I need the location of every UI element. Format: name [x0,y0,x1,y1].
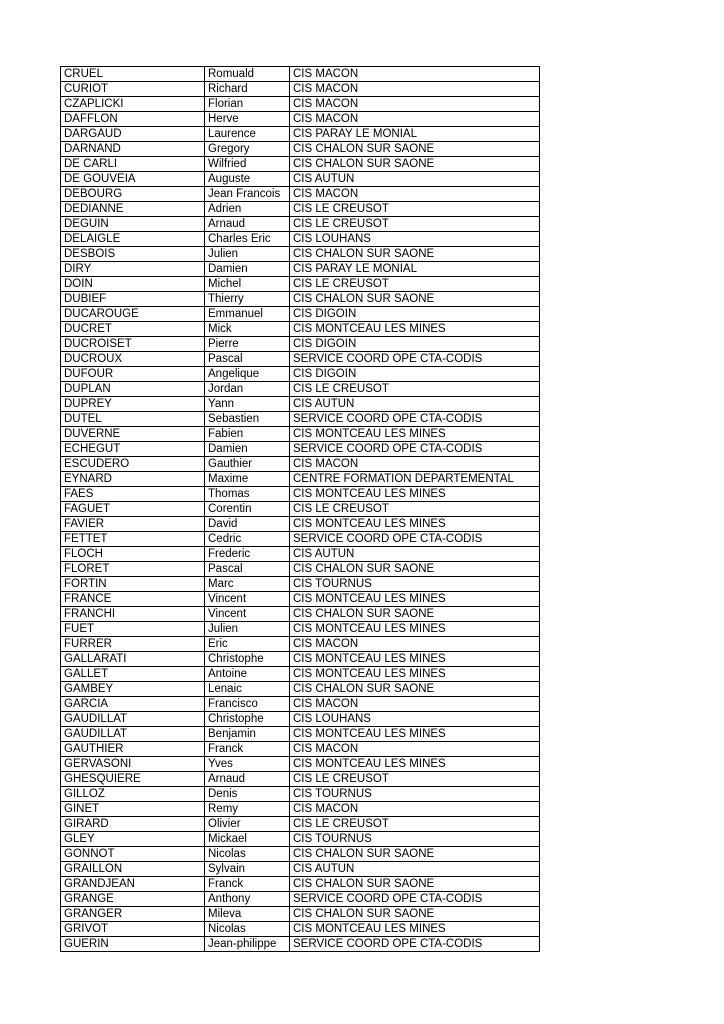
first-name-cell: Florian [205,97,290,112]
table-row [61,427,540,442]
first-name-cell: Nicolas [205,922,290,937]
last-name-cell: FUET [61,622,205,637]
unit-cell: SERVICE COORD OPE CTA-CODIS [290,892,540,907]
last-name-cell: DEBOURG [61,187,205,202]
last-name-cell: DEDIANNE [61,202,205,217]
table-row [61,412,540,427]
last-name-cell: GIRARD [61,817,205,832]
first-name-cell: Yves [205,757,290,772]
first-name-cell: Mileva [205,907,290,922]
unit-cell: CENTRE FORMATION DEPARTEMENTAL [290,472,540,487]
first-name-cell: Mickael [205,832,290,847]
last-name-cell: FAVIER [61,517,205,532]
table-row [61,397,540,412]
table-row [61,607,540,622]
first-name-cell: Julien [205,247,290,262]
unit-cell: CIS MACON [290,82,540,97]
first-name-cell: Christophe [205,712,290,727]
last-name-cell: EYNARD [61,472,205,487]
first-name-cell: Pascal [205,562,290,577]
first-name-cell: Arnaud [205,772,290,787]
first-name-cell: David [205,517,290,532]
last-name-cell: DUCAROUGE [61,307,205,322]
unit-cell: SERVICE COORD OPE CTA-CODIS [290,937,540,952]
last-name-cell: GUERIN [61,937,205,952]
first-name-cell: Olivier [205,817,290,832]
last-name-cell: GRANGE [61,892,205,907]
last-name-cell: DUFOUR [61,367,205,382]
unit-cell: CIS MONTCEAU LES MINES [290,757,540,772]
table-row [61,307,540,322]
table-row [61,577,540,592]
last-name-cell: GONNOT [61,847,205,862]
unit-cell: CIS DIGOIN [290,337,540,352]
last-name-cell: DE CARLI [61,157,205,172]
table-row [61,157,540,172]
last-name-cell: GAMBEY [61,682,205,697]
first-name-cell: Corentin [205,502,290,517]
unit-cell: CIS TOURNUS [290,577,540,592]
last-name-cell: CURIOT [61,82,205,97]
table-row [61,517,540,532]
first-name-cell: Adrien [205,202,290,217]
table-row [61,382,540,397]
table-row [61,922,540,937]
first-name-cell: Charles Eric [205,232,290,247]
table-row [61,832,540,847]
unit-cell: CIS MACON [290,112,540,127]
last-name-cell: GRANGER [61,907,205,922]
table-row [61,82,540,97]
unit-cell: CIS LE CREUSOT [290,382,540,397]
last-name-cell: GRIVOT [61,922,205,937]
table-row [61,892,540,907]
unit-cell: CIS PARAY LE MONIAL [290,262,540,277]
table-row [61,232,540,247]
last-name-cell: GALLET [61,667,205,682]
table-row [61,937,540,952]
last-name-cell: GAUTHIER [61,742,205,757]
last-name-cell: GERVASONI [61,757,205,772]
first-name-cell: Frederic [205,547,290,562]
unit-cell: CIS MACON [290,697,540,712]
last-name-cell: CZAPLICKI [61,97,205,112]
table-row [61,547,540,562]
table-row [61,592,540,607]
table-row [61,667,540,682]
unit-cell: CIS DIGOIN [290,307,540,322]
table-row [61,352,540,367]
unit-cell: CIS LE CREUSOT [290,817,540,832]
unit-cell: CIS MONTCEAU LES MINES [290,517,540,532]
last-name-cell: DUCROISET [61,337,205,352]
last-name-cell: FAES [61,487,205,502]
last-name-cell: DAFFLON [61,112,205,127]
first-name-cell: Thierry [205,292,290,307]
unit-cell: CIS MONTCEAU LES MINES [290,667,540,682]
first-name-cell: Julien [205,622,290,637]
unit-cell: CIS TOURNUS [290,787,540,802]
unit-cell: CIS CHALON SUR SAONE [290,562,540,577]
table-row [61,322,540,337]
first-name-cell: Benjamin [205,727,290,742]
table-row [61,97,540,112]
table-row [61,292,540,307]
last-name-cell: DUPREY [61,397,205,412]
first-name-cell: Wilfried [205,157,290,172]
unit-cell: CIS LE CREUSOT [290,502,540,517]
first-name-cell: Franck [205,742,290,757]
unit-cell: CIS AUTUN [290,862,540,877]
table-row [61,712,540,727]
unit-cell: CIS MACON [290,637,540,652]
table-row [61,622,540,637]
table-row [61,697,540,712]
unit-cell: SERVICE COORD OPE CTA-CODIS [290,352,540,367]
table-row [61,727,540,742]
first-name-cell: Emmanuel [205,307,290,322]
first-name-cell: Auguste [205,172,290,187]
first-name-cell: Jean Francois [205,187,290,202]
unit-cell: CIS CHALON SUR SAONE [290,847,540,862]
last-name-cell: GILLOZ [61,787,205,802]
table-row [61,487,540,502]
unit-cell: CIS CHALON SUR SAONE [290,157,540,172]
unit-cell: CIS LOUHANS [290,232,540,247]
first-name-cell: Yann [205,397,290,412]
first-name-cell: Franck [205,877,290,892]
last-name-cell: GHESQUIERE [61,772,205,787]
first-name-cell: Nicolas [205,847,290,862]
unit-cell: CIS CHALON SUR SAONE [290,247,540,262]
last-name-cell: GLEY [61,832,205,847]
first-name-cell: Remy [205,802,290,817]
unit-cell: CIS DIGOIN [290,367,540,382]
first-name-cell: Cedric [205,532,290,547]
table-row [61,847,540,862]
unit-cell: CIS MONTCEAU LES MINES [290,592,540,607]
table-row [61,862,540,877]
unit-cell: CIS CHALON SUR SAONE [290,877,540,892]
first-name-cell: Antoine [205,667,290,682]
last-name-cell: CRUEL [61,67,205,82]
last-name-cell: GRAILLON [61,862,205,877]
last-name-cell: FAGUET [61,502,205,517]
first-name-cell: Damien [205,442,290,457]
last-name-cell: ECHEGUT [61,442,205,457]
last-name-cell: DUCROUX [61,352,205,367]
roster-table [60,66,540,952]
first-name-cell: Gauthier [205,457,290,472]
first-name-cell: Christophe [205,652,290,667]
unit-cell: CIS MACON [290,457,540,472]
first-name-cell: Pierre [205,337,290,352]
last-name-cell: GRANDJEAN [61,877,205,892]
last-name-cell: GINET [61,802,205,817]
last-name-cell: DUVERNE [61,427,205,442]
first-name-cell: Arnaud [205,217,290,232]
first-name-cell: Sylvain [205,862,290,877]
first-name-cell: Angelique [205,367,290,382]
first-name-cell: Vincent [205,592,290,607]
last-name-cell: DUBIEF [61,292,205,307]
first-name-cell: Jordan [205,382,290,397]
table-row [61,367,540,382]
first-name-cell: Herve [205,112,290,127]
table-row [61,172,540,187]
last-name-cell: DEGUIN [61,217,205,232]
table-row [61,802,540,817]
unit-cell: CIS MONTCEAU LES MINES [290,322,540,337]
unit-cell: CIS MONTCEAU LES MINES [290,487,540,502]
unit-cell: CIS LOUHANS [290,712,540,727]
last-name-cell: GAUDILLAT [61,727,205,742]
table-row [61,787,540,802]
last-name-cell: DELAIGLE [61,232,205,247]
unit-cell: CIS PARAY LE MONIAL [290,127,540,142]
table-row [61,277,540,292]
roster-body [61,67,540,952]
first-name-cell: Michel [205,277,290,292]
last-name-cell: DUPLAN [61,382,205,397]
table-row [61,127,540,142]
last-name-cell: DARNAND [61,142,205,157]
unit-cell: CIS MONTCEAU LES MINES [290,652,540,667]
unit-cell: CIS LE CREUSOT [290,772,540,787]
unit-cell: CIS MACON [290,802,540,817]
table-row [61,877,540,892]
table-row [61,67,540,82]
table-row [61,247,540,262]
table-row [61,562,540,577]
unit-cell: CIS TOURNUS [290,832,540,847]
unit-cell: CIS CHALON SUR SAONE [290,142,540,157]
table-row [61,817,540,832]
first-name-cell: Sebastien [205,412,290,427]
table-row [61,502,540,517]
last-name-cell: FLORET [61,562,205,577]
table-row [61,142,540,157]
unit-cell: SERVICE COORD OPE CTA-CODIS [290,412,540,427]
first-name-cell: Maxime [205,472,290,487]
table-row [61,532,540,547]
first-name-cell: Thomas [205,487,290,502]
last-name-cell: DUCRET [61,322,205,337]
last-name-cell: DE GOUVEIA [61,172,205,187]
table-row [61,637,540,652]
last-name-cell: DUTEL [61,412,205,427]
first-name-cell: Romuald [205,67,290,82]
last-name-cell: GARCIA [61,697,205,712]
unit-cell: CIS MACON [290,97,540,112]
last-name-cell: DARGAUD [61,127,205,142]
unit-cell: CIS CHALON SUR SAONE [290,607,540,622]
unit-cell: CIS MACON [290,187,540,202]
first-name-cell: Pascal [205,352,290,367]
first-name-cell: Damien [205,262,290,277]
first-name-cell: Lenaic [205,682,290,697]
last-name-cell: DESBOIS [61,247,205,262]
table-row [61,202,540,217]
last-name-cell: FORTIN [61,577,205,592]
unit-cell: CIS CHALON SUR SAONE [290,292,540,307]
last-name-cell: FETTET [61,532,205,547]
last-name-cell: FLOCH [61,547,205,562]
unit-cell: CIS AUTUN [290,547,540,562]
unit-cell: CIS LE CREUSOT [290,277,540,292]
table-row [61,217,540,232]
first-name-cell: Anthony [205,892,290,907]
unit-cell: CIS AUTUN [290,397,540,412]
first-name-cell: Richard [205,82,290,97]
first-name-cell: Vincent [205,607,290,622]
last-name-cell: GAUDILLAT [61,712,205,727]
first-name-cell: Eric [205,637,290,652]
last-name-cell: ESCUDERO [61,457,205,472]
last-name-cell: FRANCHI [61,607,205,622]
first-name-cell: Marc [205,577,290,592]
first-name-cell: Fabien [205,427,290,442]
last-name-cell: GALLARATI [61,652,205,667]
first-name-cell: Laurence [205,127,290,142]
unit-cell: CIS CHALON SUR SAONE [290,907,540,922]
unit-cell: CIS MACON [290,742,540,757]
unit-cell: CIS CHALON SUR SAONE [290,682,540,697]
unit-cell: SERVICE COORD OPE CTA-CODIS [290,532,540,547]
table-row [61,757,540,772]
unit-cell: SERVICE COORD OPE CTA-CODIS [290,442,540,457]
table-row [61,742,540,757]
table-row [61,772,540,787]
table-row [61,442,540,457]
first-name-cell: Gregory [205,142,290,157]
last-name-cell: FURRER [61,637,205,652]
unit-cell: CIS MONTCEAU LES MINES [290,727,540,742]
unit-cell: CIS LE CREUSOT [290,202,540,217]
first-name-cell: Denis [205,787,290,802]
unit-cell: CIS LE CREUSOT [290,217,540,232]
last-name-cell: DOIN [61,277,205,292]
unit-cell: CIS AUTUN [290,172,540,187]
unit-cell: CIS MACON [290,67,540,82]
unit-cell: CIS MONTCEAU LES MINES [290,622,540,637]
table-row [61,457,540,472]
table-row [61,682,540,697]
first-name-cell: Jean-philippe [205,937,290,952]
first-name-cell: Francisco [205,697,290,712]
table-row [61,187,540,202]
table-row [61,337,540,352]
table-row [61,652,540,667]
table-row [61,907,540,922]
first-name-cell: Mick [205,322,290,337]
last-name-cell: DIRY [61,262,205,277]
table-row [61,112,540,127]
table-row [61,262,540,277]
unit-cell: CIS MONTCEAU LES MINES [290,427,540,442]
table-row [61,472,540,487]
last-name-cell: FRANCE [61,592,205,607]
unit-cell: CIS MONTCEAU LES MINES [290,922,540,937]
